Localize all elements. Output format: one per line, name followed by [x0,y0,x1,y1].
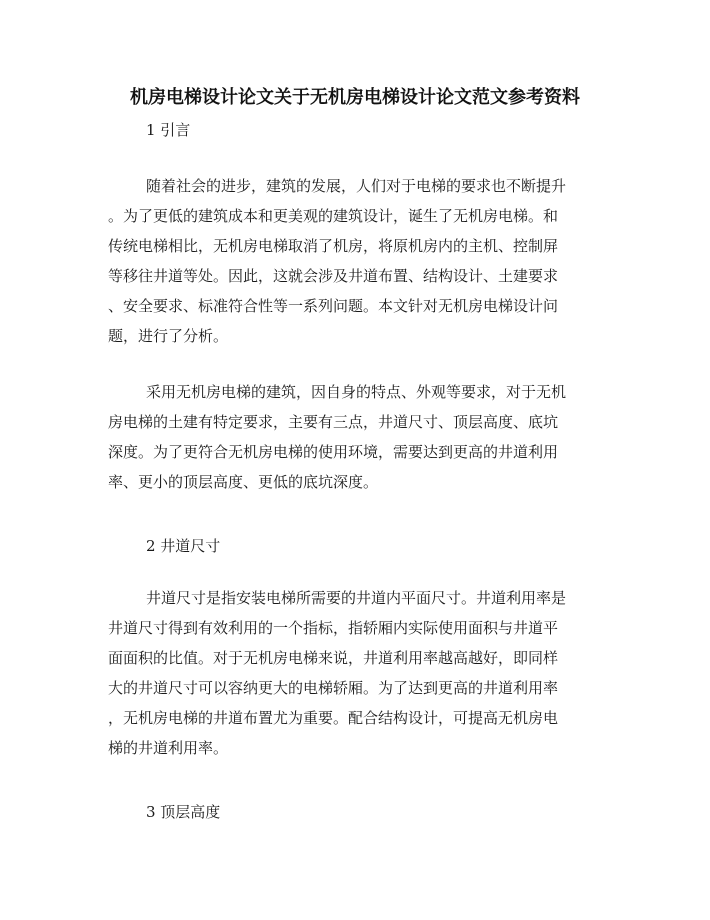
section-heading-intro: 1 引言 [146,121,191,139]
paragraph-line: 率、更小的顶层高度、更低的底坑深度。 [108,473,379,491]
section-heading-top-floor: 3 顶层高度 [146,803,221,821]
paragraph-line: 题，进行了分析。 [108,327,229,345]
paragraph-line: 面面积的比值。对于无机房电梯来说，井道利用率越高越好，即同样 [108,649,559,667]
paragraph-line: 。为了更低的建筑成本和更美观的建筑设计，诞生了无机房电梯。和 [108,207,559,225]
paragraph-line: 传统电梯相比，无机房电梯取消了机房，将原机房内的主机、控制屏 [108,237,559,255]
paragraph-line: 大的井道尺寸可以容纳更大的电梯轿厢。为了达到更高的井道利用率 [108,679,559,697]
section-heading-shaft: 2 井道尺寸 [146,537,221,555]
paragraph-line: 采用无机房电梯的建筑，因自身的特点、外观等要求，对于无机 [146,383,567,401]
paragraph-line: 梯的井道利用率。 [108,739,229,757]
paragraph-line: ，无机房电梯的井道布置尤为重要。配合结构设计，可提高无机房电 [108,709,559,727]
paragraph-line: 随着社会的进步，建筑的发展，人们对于电梯的要求也不断提升 [146,177,567,195]
paragraph-line: 、安全要求、标准符合性等一系列问题。本文针对无机房电梯设计问 [108,297,559,315]
paragraph-line: 等移往井道等处。因此，这就会涉及井道布置、结构设计、土建要求 [108,267,559,285]
paragraph-line: 深度。为了更符合无机房电梯的使用环境，需要达到更高的井道利用 [108,443,559,461]
paragraph-line: 房电梯的土建有特定要求，主要有三点，井道尺寸、顶层高度、底坑 [108,413,559,431]
paragraph-line: 井道尺寸得到有效利用的一个指标，指轿厢内实际使用面积与井道平 [108,619,559,637]
paragraph-line: 井道尺寸是指安装电梯所需要的井道内平面尺寸。井道利用率是 [146,589,567,607]
document-title: 机房电梯设计论文关于无机房电梯设计论文范文参考资料 [130,87,580,108]
